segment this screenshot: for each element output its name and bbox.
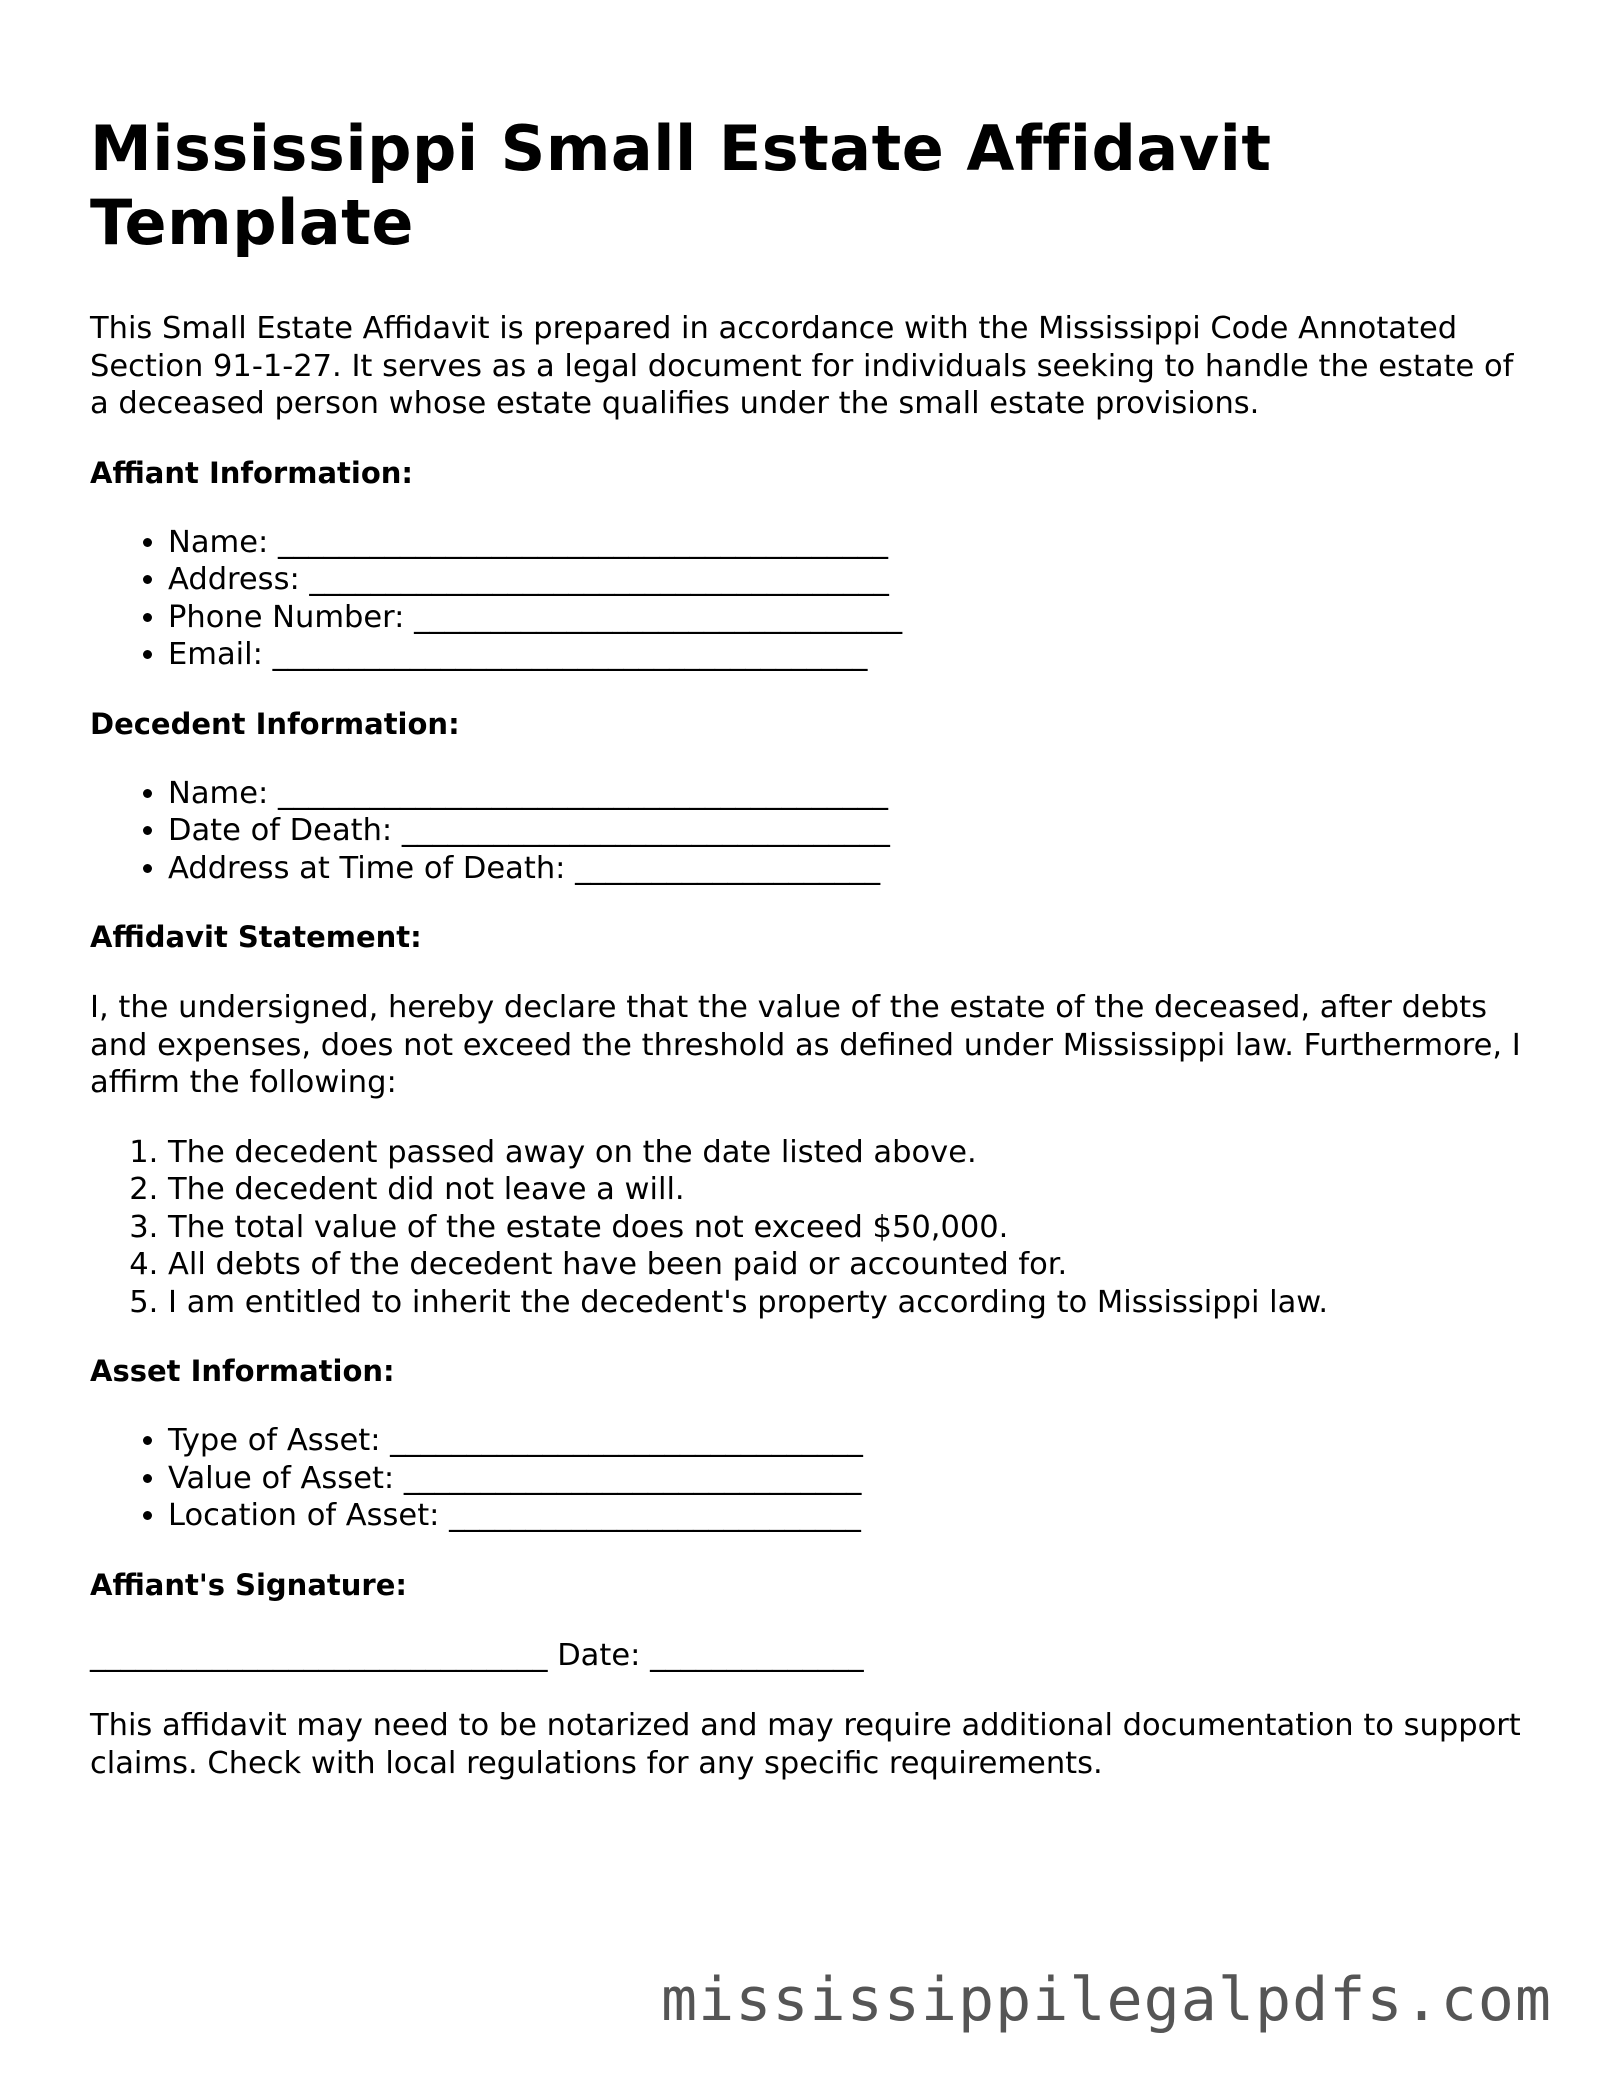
- footer-note: This affidavit may need to be notarized and may require additional documentation to support claims. Check with local regulations for any specific requirements.: [90, 1708, 1521, 1781]
- signature-heading: Affiant's Signature:: [90, 1567, 407, 1602]
- affiant-phone-field[interactable]: • Phone Number: ________________________________: [168, 599, 1540, 637]
- statement-heading: Affidavit Statement:: [90, 920, 422, 954]
- statement-item: 3. The total value of the estate does not exceed $50,000.: [168, 1209, 1540, 1247]
- site-watermark: mississippilegalpdfs.com: [661, 1965, 1552, 2035]
- decedent-heading: Decedent Information:: [90, 706, 460, 741]
- decedent-date-of-death-field[interactable]: • Date of Death: ________________________________: [168, 812, 1540, 850]
- asset-type-field[interactable]: • Type of Asset: _______________________________: [168, 1422, 1540, 1460]
- affiant-heading: Affiant Information:: [90, 455, 413, 490]
- decedent-address-field[interactable]: • Address at Time of Death: ____________________: [168, 850, 1540, 888]
- signature-date-line[interactable]: ______________________________ Date: ______________: [90, 1637, 864, 1673]
- statement-list: [90, 1134, 1540, 1322]
- statement-item: 1. The decedent passed away on the date listed above.: [168, 1134, 1540, 1172]
- document-page: [90, 112, 1540, 1782]
- intro-paragraph: This Small Estate Affidavit is prepared in accordance with the Mississippi Code Annotated Section 91-1-27. It serves as a legal document for individuals seeking to handle the estate of a deceased person whose estate qualifies under the small estate provisions.: [90, 311, 1514, 421]
- affiant-address-field[interactable]: • Address: ______________________________________: [168, 561, 1540, 599]
- affiant-list: [90, 524, 1540, 674]
- asset-value-field[interactable]: • Value of Asset: ______________________________: [168, 1460, 1540, 1498]
- affiant-name-field[interactable]: • Name: ________________________________________: [168, 524, 1540, 562]
- statement-paragraph: I, the undersigned, hereby declare that the value of the estate of the deceased, after debts and expenses, does not exceed the threshold as defined under Mississippi law. Furthermore, I affirm the following:: [90, 990, 1521, 1100]
- asset-location-field[interactable]: • Location of Asset: ___________________________: [168, 1497, 1540, 1535]
- statement-item: 4. All debts of the decedent have been paid or accounted for.: [168, 1246, 1540, 1284]
- statement-item: 5. I am entitled to inherit the decedent's property according to Mississippi law.: [168, 1284, 1540, 1322]
- page-title: Mississippi Small Estate Affidavit Template: [90, 112, 1272, 259]
- decedent-list: [90, 775, 1540, 888]
- statement-item: 2. The decedent did not leave a will.: [168, 1171, 1540, 1209]
- asset-heading: Asset Information:: [90, 1354, 395, 1388]
- affiant-email-field[interactable]: • Email: _______________________________________: [168, 636, 1540, 674]
- decedent-name-field[interactable]: • Name: ________________________________________: [168, 775, 1540, 813]
- asset-list: [90, 1422, 1540, 1535]
